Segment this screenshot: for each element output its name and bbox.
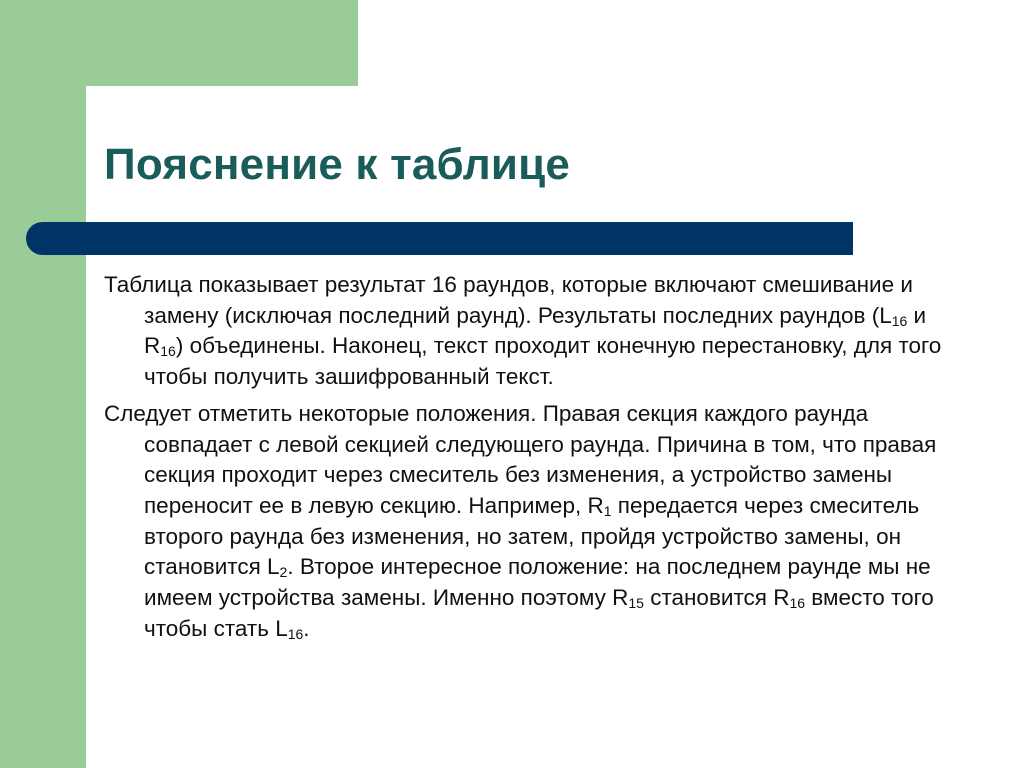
paragraph-text: Следует отметить некоторые положения. Правая секция каждого раунда совпадает с левой секцией следующего раунда. Причина в том, что правая секция проходит через смеситель без изменения, а устройство замены переносит ее в левую секцию. Например, R xyxy=(104,400,937,518)
subscript-text: 15 xyxy=(628,595,644,612)
subscript-text: 1 xyxy=(603,502,612,519)
paragraph-text: вместо того чтобы стать L xyxy=(144,585,934,641)
paragraph-text: ) объединены. Наконец, текст проходит конечную перестановку, для того чтобы получить зашифрованный текст. xyxy=(144,333,942,390)
slide-body xyxy=(104,270,964,644)
subscript-text: 16 xyxy=(287,625,304,642)
paragraph-text: . xyxy=(303,615,310,641)
top-green-block xyxy=(0,0,358,86)
title-divider-bar xyxy=(26,222,853,255)
body-paragraph-1 xyxy=(104,270,964,393)
subscript-text: 16 xyxy=(160,343,176,360)
subscript-text: 16 xyxy=(789,595,806,612)
slide-title: Пояснение к таблице xyxy=(104,140,571,189)
paragraph-text: становится R xyxy=(643,585,790,611)
paragraph-text: передается через смеситель второго раунда без изменения, но затем, пройдя устройство замены, он становится L xyxy=(144,492,920,580)
body-paragraph-2 xyxy=(104,399,964,645)
paragraph-text: . Второе интересное положение: на последнем раунде мы не имеем устройства замены. Именно поэтому R xyxy=(144,554,931,611)
subscript-text: 16 xyxy=(891,312,908,329)
subscript-text: 2 xyxy=(279,564,288,581)
paragraph-text: Таблица показывает результат 16 раундов, которые включают смешивание и замену (исключая последний раунд). Результаты последних раундов (L xyxy=(104,272,913,328)
left-green-bar xyxy=(0,0,86,768)
paragraph-text: и R xyxy=(144,302,927,359)
content-rounded-corner xyxy=(86,86,146,146)
